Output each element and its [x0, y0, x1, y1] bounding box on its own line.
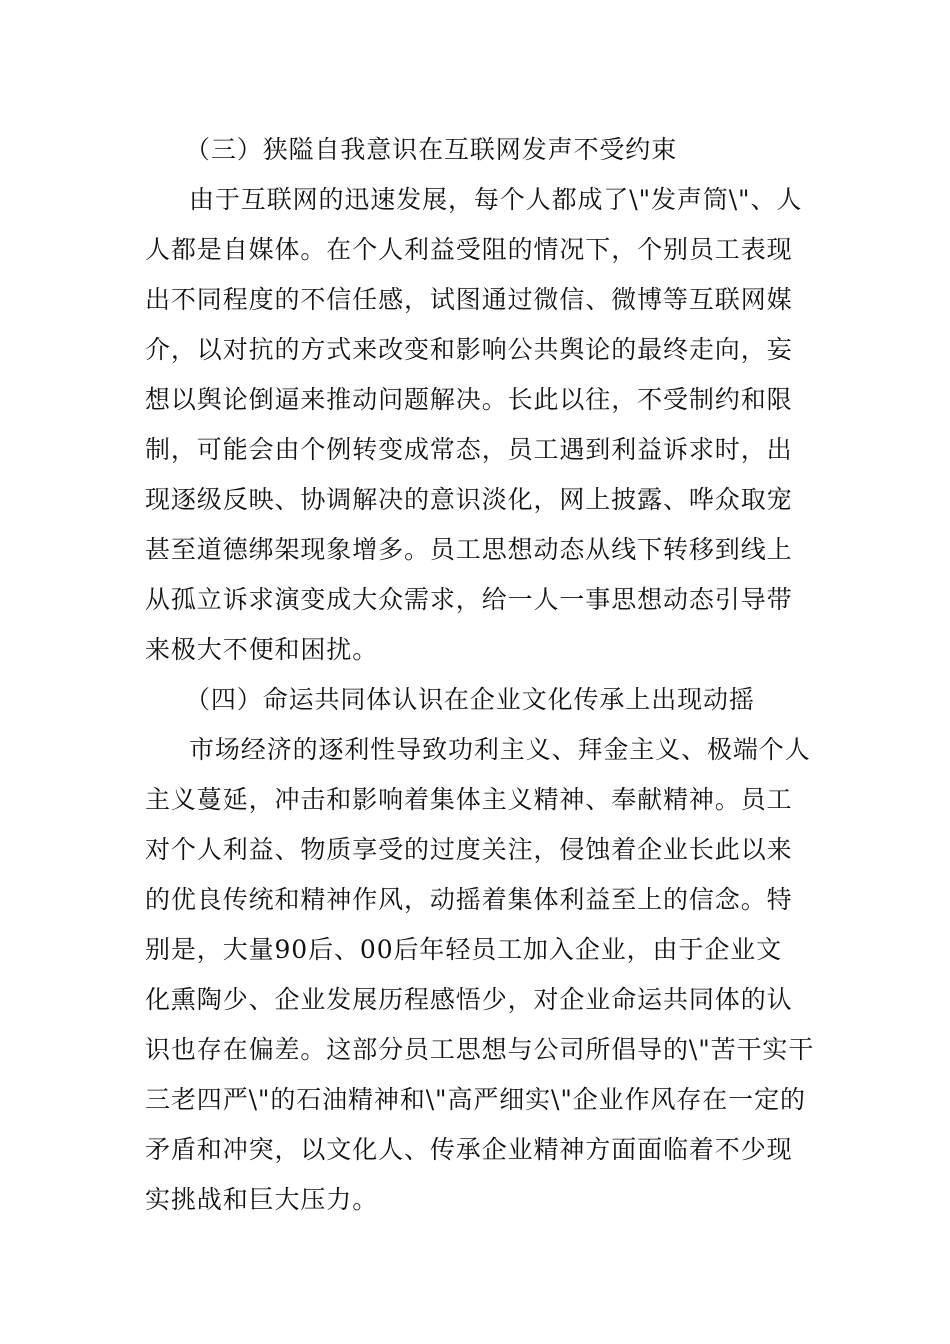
paragraph-line: 现逐级反映、协调解决的意识淡化，网上披露、哗众取宠 — [145, 485, 793, 514]
paragraph-line: 主义蔓延，冲击和影响着集体主义精神、奉献精神。员工 — [145, 785, 793, 814]
section-heading-3: （三）狭隘自我意识在互联网发声不受约束 — [185, 135, 678, 164]
paragraph-line: 制，可能会由个例转变成常态，员工遇到利益诉求时，出 — [145, 435, 793, 464]
paragraph-line: 介，以对抗的方式来改变和影响公共舆论的最终走向，妄 — [145, 335, 793, 364]
document-page — [145, 125, 815, 1225]
paragraph-line: 甚至道德绑架现象增多。员工思想动态从线下转移到线上 — [145, 535, 793, 564]
paragraph-line: 来极大不便和困扰。 — [145, 635, 379, 664]
section-heading-4: （四）命运共同体认识在企业文化传承上出现动摇 — [185, 685, 755, 714]
paragraph-line: 由于互联网的迅速发展，每个人都成了\"发声筒\"、人 — [189, 185, 803, 214]
paragraph-line: 的优良传统和精神作风，动摇着集体利益至上的信念。特 — [145, 885, 793, 914]
paragraph-line: 别是，大量90后、00后年轻员工加入企业，由于企业文 — [145, 935, 783, 964]
paragraph-line: 三老四严\"的石油精神和\"高严细实\"企业作风存在一定的 — [145, 1085, 806, 1114]
paragraph-line: 人都是自媒体。在个人利益受阻的情况下，个别员工表现 — [145, 235, 793, 264]
paragraph-line: 市场经济的逐利性导致功利主义、拜金主义、极端个人 — [189, 735, 811, 764]
paragraph-line: 想以舆论倒逼来推动问题解决。长此以往，不受制约和限 — [145, 385, 793, 414]
paragraph-line: 矛盾和冲突，以文化人、传承企业精神方面面临着不少现 — [145, 1135, 793, 1164]
paragraph-line: 化熏陶少、企业发展历程感悟少，对企业命运共同体的认 — [145, 985, 793, 1014]
paragraph-line: 实挑战和巨大压力。 — [145, 1185, 379, 1214]
paragraph-line: 出不同程度的不信任感，试图通过微信、微博等互联网媒 — [145, 285, 793, 314]
paragraph-line: 识也存在偏差。这部分员工思想与公司所倡导的\"苦干实干 — [145, 1035, 815, 1064]
paragraph-line: 从孤立诉求演变成大众需求，给一人一事思想动态引导带 — [145, 585, 793, 614]
paragraph-line: 对个人利益、物质享受的过度关注，侵蚀着企业长此以来 — [145, 835, 793, 864]
